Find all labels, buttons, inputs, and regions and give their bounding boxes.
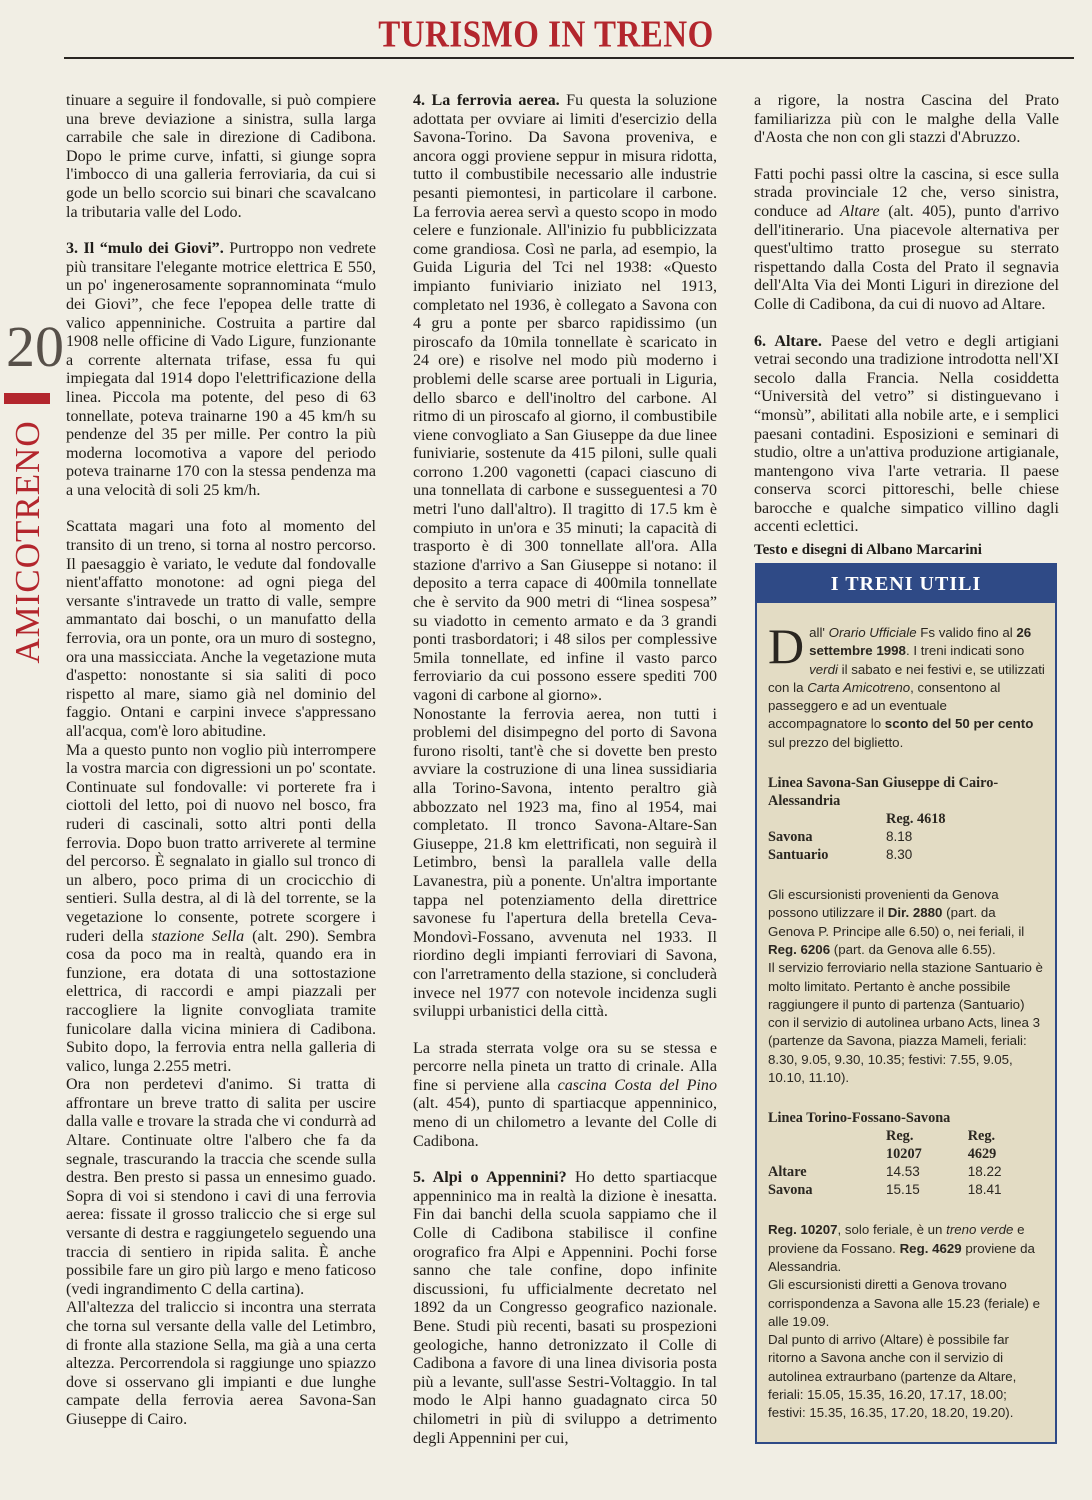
box-title: I TRENI UTILI — [757, 565, 1055, 603]
train-number: 4629 — [967, 1146, 997, 1163]
intro-bold: 26 settembre 1998 — [809, 625, 1032, 659]
note-text: (part. da Genova alle 6.55). — [830, 941, 996, 957]
note-bold: Reg. 6206 — [768, 941, 831, 957]
line-title: Linea Torino-Fossano-Savona — [768, 1110, 951, 1127]
intro-bold: sconto del 50 per cento — [884, 716, 1034, 732]
red-marker-bar — [4, 393, 50, 404]
table-row — [768, 1127, 1045, 1145]
table-cell — [768, 810, 886, 828]
table-row — [768, 1181, 1045, 1199]
timetable-2 — [768, 1127, 1045, 1199]
table-row — [768, 828, 1045, 846]
line-title: Linea Savona-San Giuseppe di Cairo-Alessandria — [768, 775, 999, 810]
note-text: proviene da Alessandria. — [768, 1240, 1035, 1274]
paragraph: Scattata magari una foto al momento del transito di un treno, si torna al nostro percorso. Il paesaggio è variato, le vedute dal fondovalle nient'affatto monotone: ad ogni piega del versante s'intravede un tratto di valle, sempre ammantato dai boschi, o un manufatto della ferrovia, ora un ponte, ora un muro di sostegno, ora una massicciata. Anche la vegetazione muta d'aspetto: nonostante si sia saliti di poco rispetto al mare, siamo già nel dominio del faggio. Ontani e carpini invece s'appressano all'acqua, com'è loro abitudine. — [66, 518, 376, 740]
box-intro — [768, 618, 1045, 752]
paragraph — [413, 1169, 717, 1448]
note-bold: Reg. 10207 — [768, 1222, 838, 1238]
section-title: TURISMO IN TRENO — [378, 14, 714, 56]
paragraph — [66, 742, 376, 1077]
intro-italic: Orario Ufficiale — [828, 625, 917, 640]
intro-text: Fs valido fino al — [916, 625, 1017, 640]
box-body — [757, 603, 1055, 1423]
paragraph — [66, 240, 376, 500]
paragraph-text: Ma a questo punto non voglio più interrompere la vostra marcia con digressioni un po' scontate. Continuate sul fondovalle: vi porterete fra i ciottoli del letto, poi di nuovo nel bosco, fra ruderi di cascinali, sotto altri ponti della ferrovia. Dopo buon tratto arriverete al termine del percorso. È segnalato in giallo sul tronco di un albero, poco prima di un crocicchio di sentieri. Sulla destra, al di là del torrente, se la vegetazione lo consente, potrete scorgere i ruderi della — [66, 741, 376, 945]
paragraph-text: (alt. 454), punto di spartiacque appenninico, meno di un chilometro a levante del Colle di Cadibona. — [413, 1095, 717, 1150]
table-row — [768, 846, 1045, 864]
note-bold: Dir. 2880 — [887, 905, 943, 921]
note-italic: treno verde — [946, 1222, 1014, 1238]
page-header — [0, 0, 1092, 58]
train-number: Reg. — [967, 1128, 996, 1145]
paragraph-text: La strada sterrata volge ora su se stessa e percorre nella pineta un tratto di crinale. Alla fine si perviene alla — [413, 1039, 717, 1094]
table-row — [768, 810, 1045, 828]
subheading: 5. Alpi o Appennini? — [413, 1169, 567, 1187]
page-number: 20 — [6, 314, 64, 379]
box-note — [768, 886, 1045, 959]
paragraph-italic: Altare — [839, 202, 880, 220]
author-signature: Testo e disegni di Albano Marcarini — [754, 542, 982, 559]
table-row — [768, 1145, 1045, 1163]
article-column-3 — [754, 92, 1059, 578]
paragraph-text: Ho detto spartiacque appenninico ma in realtà la dizione è inesatta. Fin dai banchi della scuola sappiamo che il Colle di Cadibona stabilisce il confine orografico fra Alpi e Appennini. Pochi forse sanno che tale confine, dopo infinite discussioni, fu ufficialmente decretato nel 1892 da un Congresso geografico nazionale. Bene. Studi più recenti, basati su prospezioni geologiche, hanno detronizzato il Colle di Cadibona a favore di una linea divisoria posta più a levante, sull'asse Sestri-Voltaggio. In tal modo le Alpi hanno guadagnato circa 50 chilometri in più di sviluppo a detrimento degli Appennini per cui, — [413, 1169, 718, 1447]
departure-time: 18.41 — [967, 1182, 1002, 1198]
departure-time: 15.15 — [886, 1182, 920, 1198]
box-note — [768, 1221, 1045, 1276]
paragraph-text: Fatti pochi passi oltre la cascina, si esce sulla strada provinciale 12 che, verso sinistra, conduce ad — [754, 165, 1059, 220]
intro-text: . I treni indicati sono — [905, 643, 1025, 659]
intro-text: , consentono al passeggero e ad un eventuale accompagnatore lo — [768, 679, 1001, 732]
subheading: 3. Il “mulo dei Giovi”. — [66, 240, 224, 258]
box-note: Dal punto di arrivo (Altare) è possibile far ritorno a Savona anche con il servizio di autolinea extraurbano (partenze da Altare, feriali: 15.05, 15.35, 16.20, 17.17, 18.00; festivi: 15.35, 16.35, 17.20, 18.20, 19.20). — [768, 1332, 1017, 1421]
paragraph: tinuare a seguire il fondovalle, si può compiere una breve deviazione a sinistra, sulla larga carrabile che sale in direzione di Cadibona. Dopo le prime curve, infatti, si giunge sopra l'imbocco di una galleria ferroviaria, da cui si gode un bello scorcio sui binari che scavalcano la tributaria valle del Lodo. — [66, 92, 376, 221]
intro-text: il sabato e nei festivi e, se utilizzati con la — [768, 661, 1045, 695]
article-column-1 — [66, 92, 376, 1430]
note-text: (part. da Genova P. Principe alle 6.50) o, nei feriali, il — [768, 905, 1025, 939]
departure-time: 18.22 — [967, 1164, 1002, 1180]
subheading: 4. La ferrovia aerea. — [413, 92, 560, 109]
paragraph — [754, 166, 1059, 315]
paragraph: Nonostante la ferrovia aerea, non tutti i problemi del disimpegno del porto di Savona furono risolti, tant'è che si dovette ben presto avviare la costruzione di una linea sussidiaria alla Torino-Savona, intento peraltro già abbozzato nel 1923 ma, fino al 1954, mai completato. Il tronco Savona-Altare-San Giuseppe, 21.8 km elettrificati, non seguirà il Letimbro, bensì la parallela valle della Lavanestra, più a ponente. Un'altra importante tappa nel potenziamento della direttrice savonese fu l'apertura della bretella Ceva-Mondovì-Fossano, avvenuta nel 1933. Il riordino degli impianti ferroviari di Savona, con l'arretramento della stazione, si concluderà invece nel 1977 con notevole incidenza sugli sviluppi urbanistici della città. — [413, 705, 717, 1021]
box-note: Gli escursionisti diretti a Genova trovano corrispondenza a Savona alle 15.23 (feriale) e alle 19.09. — [768, 1277, 1041, 1329]
intro-text: sul prezzo del biglietto. — [768, 734, 904, 750]
station-name: Altare — [768, 1164, 807, 1181]
table-cell — [768, 1145, 886, 1163]
station-name: Savona — [768, 1182, 813, 1199]
side-section-label — [0, 420, 56, 664]
station-name: Santuario — [768, 847, 829, 864]
departure-time: 8.18 — [886, 829, 913, 845]
note-text: e proviene da Fossano. — [768, 1222, 1025, 1256]
paragraph-text: Paese del vetro e degli artigiani vetrai secondo una tradizione introdotta nell'XI secolo dalla Francia. Nella cosiddetta “Università del vetro” si distinguevano i “monsù”, abilitati alla nobile arte, e i semplici paesani contadini. Esposizioni e seminari di studio, oltre a un'attiva produzione artigianale, mantengono viva l'arte vetraria. Il paese conserva scorci pittoreschi, belle chiese barocche e qualche simpatico villino dagli accenti eclettici. — [754, 332, 1059, 536]
paragraph-text: Purtroppo non vedrete più transitare l'elegante motrice elettrica E 550, un po' ingenerosamente soprannominata “mulo dei Giovi”, che fece l'epopea delle tratte di valico appenniniche. Costruita a partire dal 1908 nelle officine di Vado Ligure, funzionante a corrente alternata trifase, essa fu qui impiegata dal 1914 dopo l'elettrificazione della linea. Piccola ma potente, del peso di 63 tonnellate, poteva trainarne 190 a 45 km/h su pendenze del 35 per mille. Per contro la più moderna locomotiva a vapore del periodo poteva trainarne 170 con la stessa pendenza ma a una velocità di soli 25 km/h. — [66, 240, 376, 499]
intro-text: all' — [809, 625, 829, 640]
box-note: Il servizio ferroviario nella stazione Santuario è molto limitato. Pertanto è anche possibile raggiungere il punto di partenza (Santuario) con il servizio di autolinea urbano Acts, linea 3 (partenze da Savona, piazza Mameli, feriali: 8.30, 9.05, 9.30, 10.35; festivi: 7.55, 9.05, 10.10, 11.10). — [768, 960, 1043, 1086]
timetable-1 — [768, 810, 1045, 864]
intro-italic: Carta Amicotreno — [807, 679, 911, 695]
header-rule — [64, 57, 1074, 59]
paragraph — [413, 1040, 717, 1152]
intro-italic: verdi — [809, 661, 838, 677]
note-bold: Reg. 4629 — [899, 1240, 962, 1256]
departure-time: 14.53 — [886, 1164, 920, 1180]
paragraph: Ora non perdetevi d'animo. Si tratta di affrontare un breve tratto di salita per uscire dalla valle e trovare la strada che vi condurrà ad Altare. Continuate oltre l'albero che fa da segnale, trascurando la traccia che scende sulla destra. Ben presto si passa un ennesimo guado. Sopra di voi si stendono i cavi di una ferrovia aerea: fissate il grosso traliccio che si erge sul versante di destra e raggiungetelo seguendo una traccia di sentiero in ripida salita. È anche possibile fare un giro più largo e meno faticoso (vedi ingrandimento C della cartina). — [66, 1076, 376, 1298]
departure-time: 8.30 — [886, 847, 913, 863]
paragraph — [754, 333, 1059, 538]
table-cell — [768, 1127, 886, 1145]
useful-trains-box — [755, 563, 1057, 1444]
paragraph-italic: cascina Costa del Pino — [557, 1076, 717, 1094]
paragraph: All'altezza del traliccio si incontra una sterrata che torna sul versante della valle del Letimbro, di fronte alla stazione Sella, ma già a una certa altezza. Percorrendola si raggiunge uno spiazzo dove si osservano gli impianti e due lunghe campate della ferrovia aerea Savona-San Giuseppe di Cairo. — [66, 1299, 376, 1428]
paragraph — [413, 92, 717, 706]
article-column-2 — [413, 92, 717, 1448]
paragraph: a rigore, la nostra Cascina del Prato familiarizza più con le malghe della Valle d'Aosta che non con gli stazzi d'Abruzzo. — [754, 92, 1059, 147]
train-number: Reg. 4618 — [886, 811, 946, 828]
train-number: 10207 — [886, 1146, 922, 1163]
paragraph-italic: stazione Sella — [151, 927, 245, 945]
subheading: 6. Altare. — [754, 332, 822, 350]
paragraph-text: (alt. 405), punto d'arrivo dell'itinerario. Una piacevole alternativa per quest'ultimo tratto prosegue su sterrato rispettando dalla Costa del Prato il segnavia dell'Alta Via dei Monti Liguri in direzione del Colle di Cadibona, da cui di nuovo ad Altare. — [754, 202, 1059, 313]
note-text: , solo feriale, è un — [837, 1222, 947, 1238]
note-text: Gli escursionisti provenienti da Genova possono utilizzare il — [768, 887, 999, 921]
train-number: Reg. — [886, 1128, 914, 1145]
side-section-text: AMICOTRENO — [8, 420, 47, 664]
table-row — [768, 1163, 1045, 1181]
drop-cap: D — [768, 618, 805, 674]
paragraph-text: Fu questa la soluzione adottata per ovviare ai limiti d'esercizio della Savona-Torino. Da Savona proveniva, e ancora oggi proviene seppur in misura ridotta, tutto il combustibile necessario alle industrie pesanti piemontesi, in particolare il carbone. La ferrovia aerea servì a questo scopo in modo celere e funzionale. All'inizio fu pubblicizzata come grandiosa. Così ne parla, ad esempio, la Guida Liguria del Tci nel 1938: «Questo impianto funiviario iniziato nel 1913, completato nel 1936, è collegato a Savona con 4 gru a ponte per sbarco rapidissimo (un piroscafo da 10mila tonnellate è scaricato in 24 ore) e risolve nel modo più moderno i problemi delle scarse aree portuali in Liguria, dello sbarco e dell'inoltro del carbone. Al ritmo di un piroscafo al giorno, il combustibile viene convogliato a San Giuseppe da due linee funiviarie, sostenute da 415 piloni, sulle quali corrono 1.200 vagonetti (capaci ciascuno di una tonnellata di carbone e susseguentesi a 70 metri l'uno dall'altro). Il tragitto di 17.5 km è compiuto in un'ora e 35 minuti; la capacità di trasporto è di 300 tonnellate all'ora. Alla stazione d'arrivo a San Giuseppe si notano: il deposito a terra capace di 400mila tonnellate che è servito da 900 metri di “linea sospesa” su viadotto in cemento armato e da 3 grandi ponti trasbordatori; i 48 silos per complessive 5mila tonnellate, ed infine il vasto parco ferroviario da cui possono essere spediti 700 vagoni di carbone al giorno». — [413, 92, 718, 704]
paragraph-text: (alt. 290). Sembra cosa da poco ma in realtà, quando era in funzione, era dotata di una sottostazione elettrica, di raccordi e ampi piazzali per raccogliere la lignite convogliata tramite funicolare dalla vicina miniera di Cadibona. Subito dopo, la ferrovia entra nella galleria di valico, lunga 2.255 metri. — [66, 927, 376, 1075]
station-name: Savona — [768, 829, 813, 846]
